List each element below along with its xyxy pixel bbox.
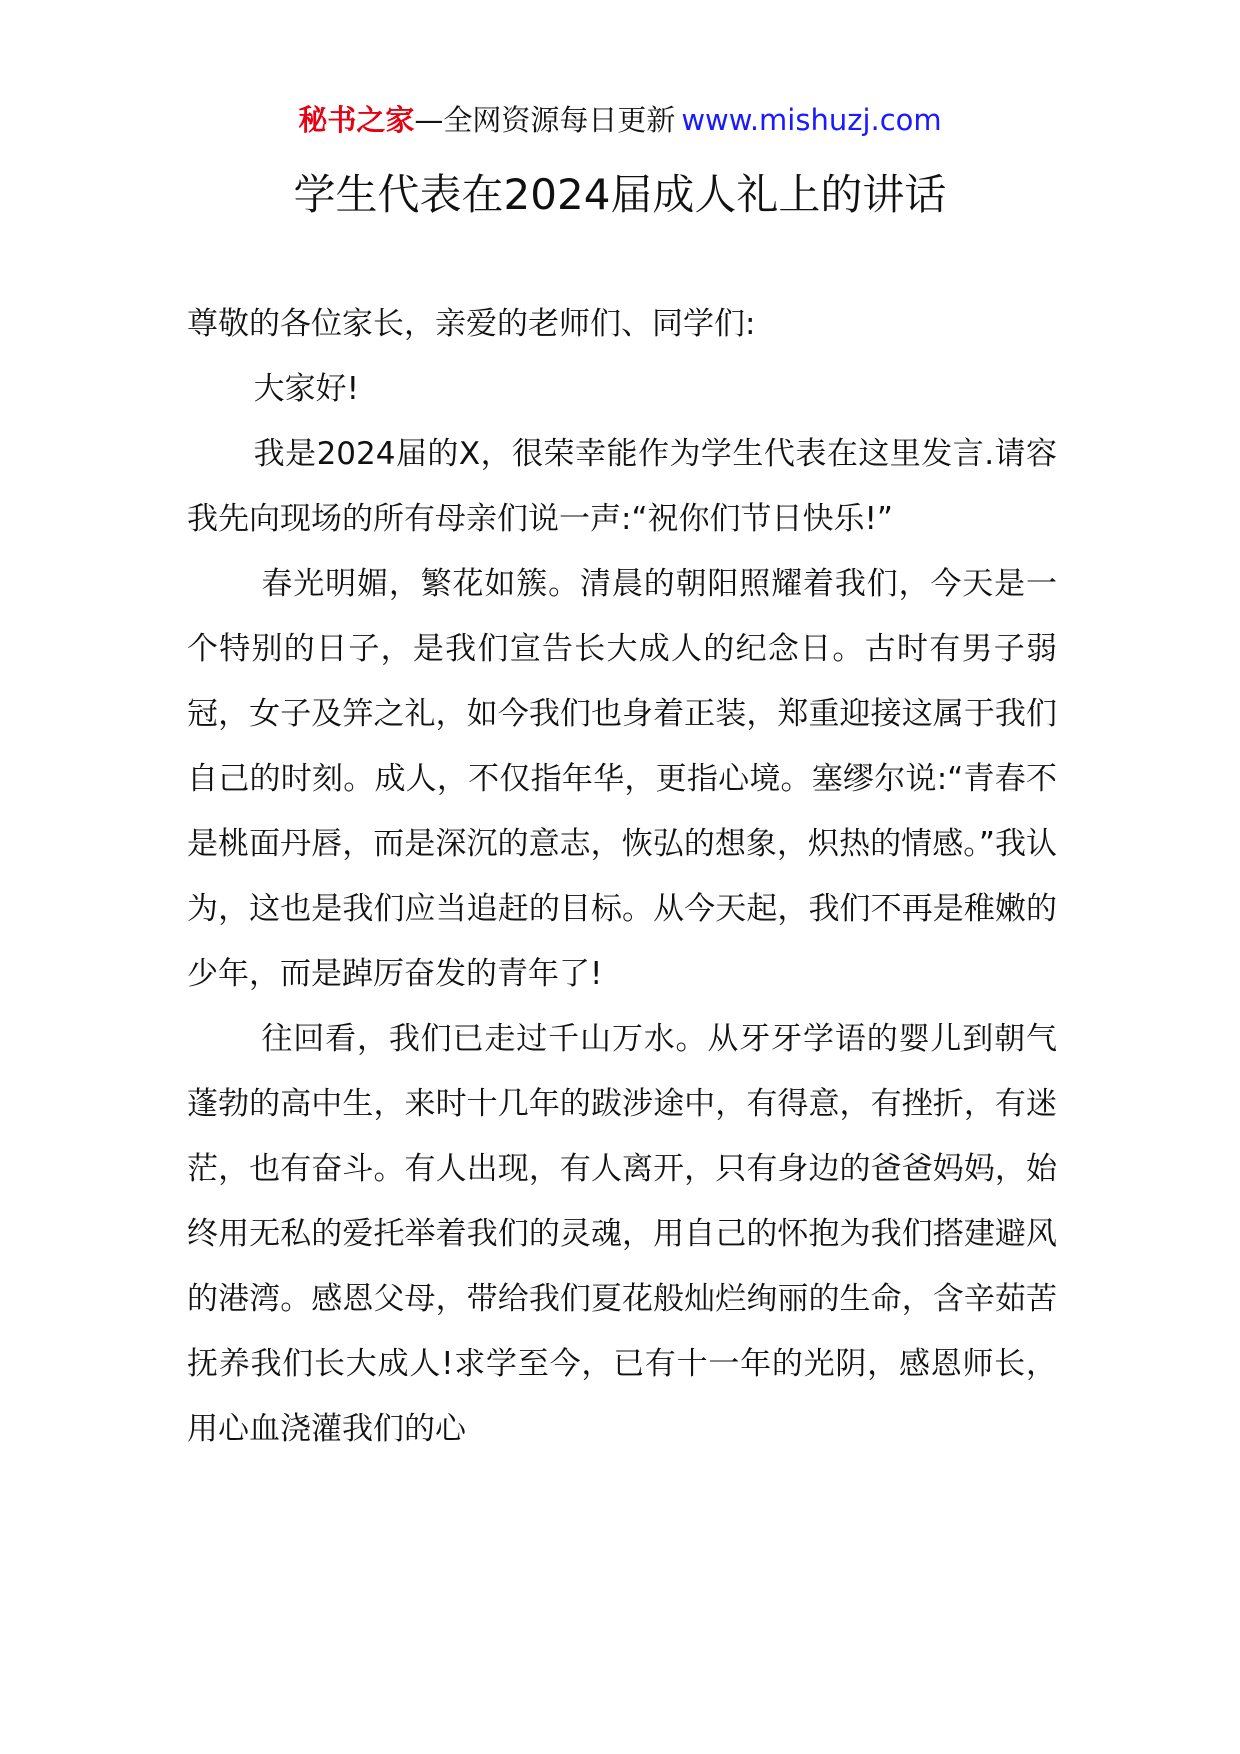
- brand-name: 秘书之家: [298, 103, 415, 137]
- site-url-link[interactable]: www.mishuzj.com: [681, 103, 942, 137]
- brand-slogan: —全网资源每日更新: [414, 103, 676, 137]
- paragraph-coming-of-age: 春光明媚，繁花如簇。清晨的朝阳照耀着我们，今天是一个特别的日子，是我们宣告长大成人的纪念日。古时有男子弱冠，女子及笄之礼，如今我们也身着正装，郑重迎接这属于我们自己的时刻。成人，不仅指年华，更指心境。塞缪尔说:“青春不是桃面丹唇，而是深沉的意志，恢弘的想象，炽热的情感。”我认为，这也是我们应当追赶的目标。从今天起，我们不再是稚嫩的少年，而是踔厉奋发的青年了!: [187, 566, 1057, 992]
- document-title: 学生代表在2024届成人礼上的讲话: [293, 170, 947, 219]
- paragraph-introduction: 我是2024届的X，很荣幸能作为学生代表在这里发言.请容我先向现场的所有母亲们说一声:“祝你们节日快乐!”: [187, 436, 1057, 537]
- paragraph-gratitude: 往回看，我们已走过千山万水。从牙牙学语的婴儿到朝气蓬勃的高中生，来时十几年的跋涉途中，有得意，有挫折，有迷茫，也有奋斗。有人出现，有人离开，只有身边的爸爸妈妈，始终用无私的爱托举着我们的灵魂，用自己的怀抱为我们搭建避风的港湾。感恩父母，带给我们夏花般灿烂绚丽的生命，含辛茹苦抚养我们长大成人!求学至今，已有十一年的光阴，感恩师长，用心血浇灌我们的心: [187, 1021, 1057, 1447]
- watermark-header: [0, 100, 1240, 140]
- speech-body: [187, 292, 1057, 1462]
- salutation: 尊敬的各位家长，亲爱的老师们、同学们:: [187, 306, 756, 342]
- paragraph-greeting: 大家好!: [253, 371, 360, 407]
